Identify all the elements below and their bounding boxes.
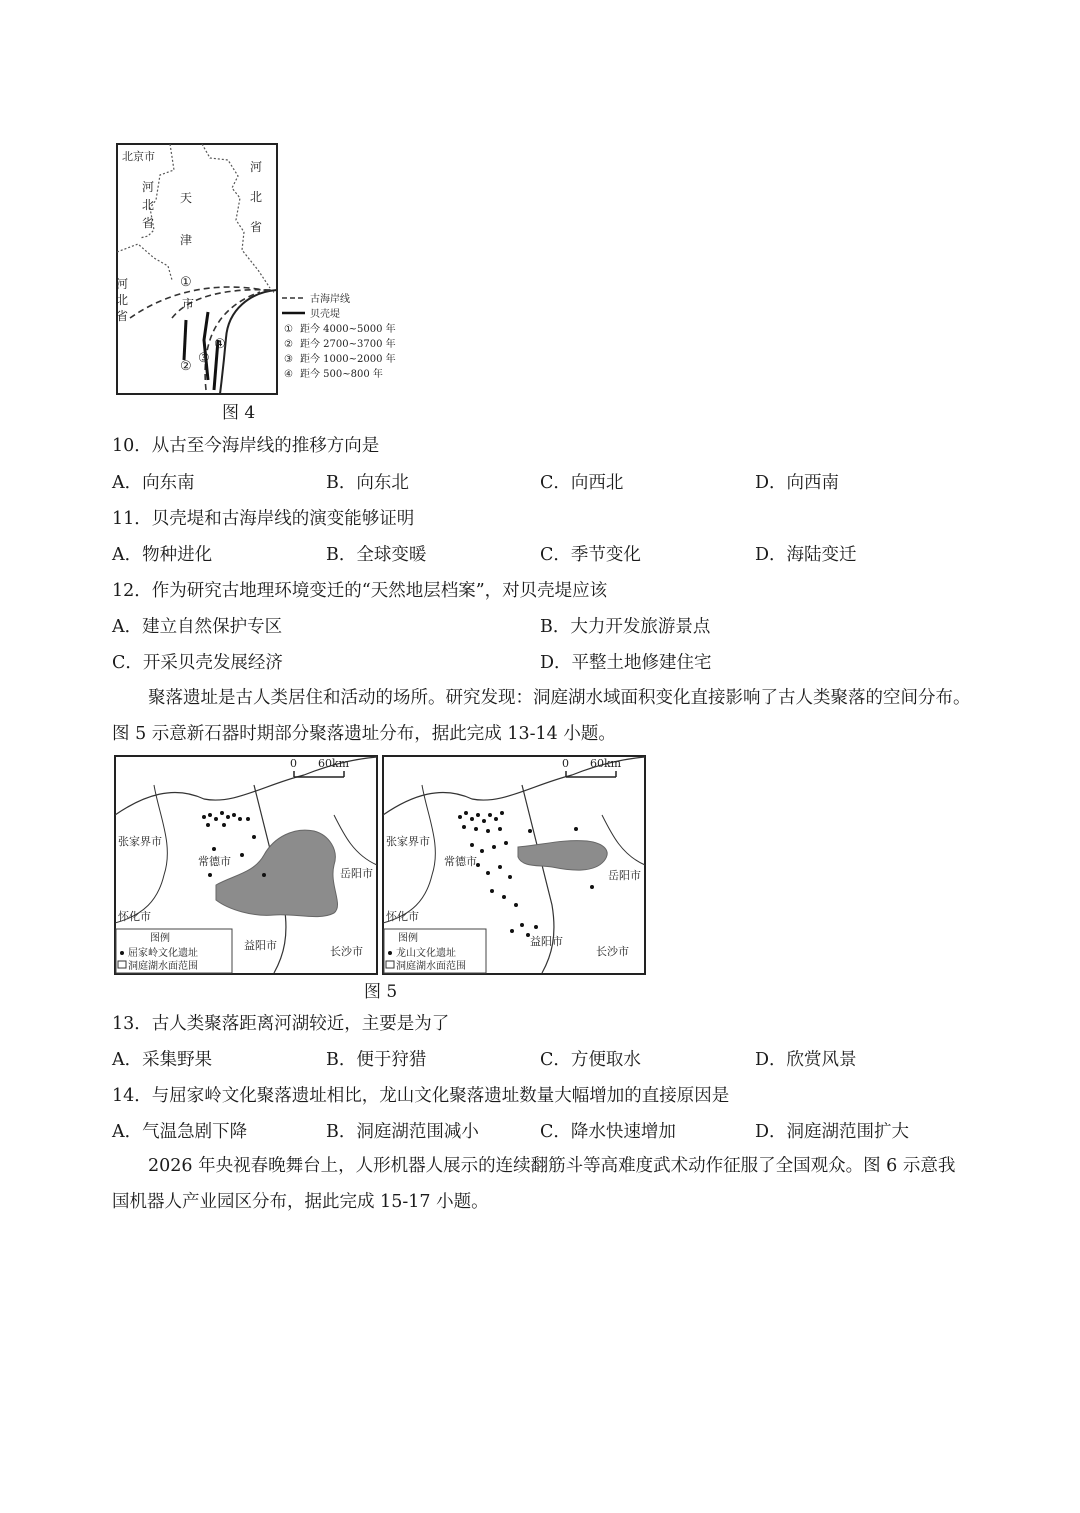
label-hebei-a: 河北省 bbox=[142, 180, 155, 230]
q10-option-b: B．向东北 bbox=[326, 473, 409, 493]
q13-option-c: C．方便取水 bbox=[540, 1050, 641, 1070]
label-tianjin-1: 天 bbox=[180, 191, 193, 205]
legend-symbol-3: ③ bbox=[284, 354, 293, 365]
intro-13-text: 聚落遗址是古人类居住和活动的场所。研究发现：洞庭湖水域面积变化直接影响了古人类聚落的空间分布。图 5 示意新石器时期部分聚落遗址分布，据此完成 13-14 小题。 bbox=[112, 688, 971, 744]
question-10-stem: 10．从古至今海岸线的推移方向是 bbox=[112, 436, 380, 456]
left-city-changde: 常德市 bbox=[198, 855, 231, 868]
left-legend-sites: 屈家岭文化遗址 bbox=[128, 948, 198, 959]
legend-period-1: 距今 4000~5000 年 bbox=[300, 324, 396, 335]
q13-option-a: A．采集野果 bbox=[112, 1050, 213, 1070]
legend-period-2: 距今 2700~3700 年 bbox=[300, 339, 396, 350]
question-12-stem: 12．作为研究古地理环境变迁的“天然地层档案”，对贝壳堤应该 bbox=[112, 581, 608, 601]
marker-2: ② bbox=[180, 359, 192, 374]
legend-symbol-1: ① bbox=[284, 324, 293, 335]
q13-option-d: D．欣赏风景 bbox=[755, 1050, 857, 1070]
q13-option-b: B．便于狩猎 bbox=[326, 1050, 427, 1070]
question-14-stem: 14．与屈家岭文化聚落遗址相比，龙山文化聚落遗址数量大幅增加的直接原因是 bbox=[112, 1086, 730, 1106]
label-hebei-b: 河北省 bbox=[250, 160, 263, 234]
label-hebei-c: 河北省 bbox=[116, 277, 129, 323]
q11-option-b: B．全球变暖 bbox=[326, 545, 427, 565]
q11-option-c: C．季节变化 bbox=[540, 545, 641, 565]
left-scale-bar: 0 60km bbox=[290, 757, 350, 770]
right-legend-lake: 洞庭湖水面范围 bbox=[396, 961, 466, 972]
figure-5-right-map bbox=[382, 755, 646, 975]
left-legend-lake: 洞庭湖水面范围 bbox=[128, 961, 198, 972]
figure-5-left-map bbox=[114, 755, 378, 975]
q14-option-a: A．气温急剧下降 bbox=[112, 1122, 248, 1142]
q12-option-b: B．大力开发旅游景点 bbox=[540, 617, 711, 637]
legend-period-4: 距今 500~800 年 bbox=[300, 369, 383, 380]
left-city-yiyang: 益阳市 bbox=[244, 939, 277, 952]
figure-4-caption: 图 4 bbox=[222, 403, 256, 423]
legend-symbol-4: ④ bbox=[284, 369, 293, 380]
left-city-changsha: 长沙市 bbox=[330, 945, 363, 958]
right-city-changde: 常德市 bbox=[444, 855, 477, 868]
q10-option-a: A．向东南 bbox=[112, 473, 195, 493]
right-city-zhangjiajie: 张家界市 bbox=[386, 835, 430, 848]
q10-option-c: C．向西北 bbox=[540, 473, 624, 493]
right-city-huaihua: 怀化市 bbox=[386, 910, 419, 923]
q14-option-c: C．降水快速增加 bbox=[540, 1122, 676, 1142]
q10-option-d: D．向西南 bbox=[755, 473, 840, 493]
q14-option-b: B．洞庭湖范围减小 bbox=[326, 1122, 479, 1142]
left-city-yueyang: 岳阳市 bbox=[340, 867, 373, 880]
q12-option-c: C．开采贝壳发展经济 bbox=[112, 653, 283, 673]
legend-symbol-2: ② bbox=[284, 339, 293, 350]
legend-ancient-coast: 古海岸线 bbox=[310, 294, 350, 305]
right-legend-sites: 龙山文化遗址 bbox=[396, 948, 456, 959]
left-city-huaihua: 怀化市 bbox=[118, 910, 151, 923]
q11-option-a: A．物种进化 bbox=[112, 545, 213, 565]
label-tianjin-2: 津 bbox=[180, 233, 193, 247]
question-11-stem: 11．贝壳堤和古海岸线的演变能够证明 bbox=[112, 509, 415, 529]
marker-1: ① bbox=[180, 275, 192, 290]
q12-option-a: A．建立自然保护专区 bbox=[112, 617, 283, 637]
q12-option-d: D．平整土地修建住宅 bbox=[540, 653, 712, 673]
marker-3: ③ bbox=[198, 351, 210, 366]
label-tianjin-3: 市 bbox=[182, 297, 195, 311]
intro-15-text: 2026 年央视春晚舞台上，人形机器人展示的连续翻筋斗等高难度武术动作征服了全国观众。图 6 示意我国机器人产业园区分布，据此完成 15-17 小题。 bbox=[112, 1156, 956, 1212]
right-scale-bar: 0 60km bbox=[562, 757, 622, 770]
right-legend-title: 图例 bbox=[398, 933, 418, 944]
right-city-yiyang: 益阳市 bbox=[530, 935, 563, 948]
left-legend-title: 图例 bbox=[150, 933, 170, 944]
label-beijing: 北京市 bbox=[122, 150, 155, 163]
left-city-zhangjiajie: 张家界市 bbox=[118, 835, 162, 848]
q11-option-d: D．海陆变迁 bbox=[755, 545, 857, 565]
legend-shell-dike: 贝壳堤 bbox=[310, 309, 340, 320]
marker-4: ④ bbox=[214, 337, 226, 352]
intro-paragraph-13-14 bbox=[112, 680, 972, 752]
legend-period-3: 距今 1000~2000 年 bbox=[300, 354, 396, 365]
figure-5-caption: 图 5 bbox=[364, 982, 398, 1002]
question-13-stem: 13．古人类聚落距离河湖较近，主要是为了 bbox=[112, 1014, 450, 1034]
q14-option-d: D．洞庭湖范围扩大 bbox=[755, 1122, 910, 1142]
right-city-yueyang: 岳阳市 bbox=[608, 869, 641, 882]
right-city-changsha: 长沙市 bbox=[596, 945, 629, 958]
intro-paragraph-15-17 bbox=[112, 1148, 972, 1220]
